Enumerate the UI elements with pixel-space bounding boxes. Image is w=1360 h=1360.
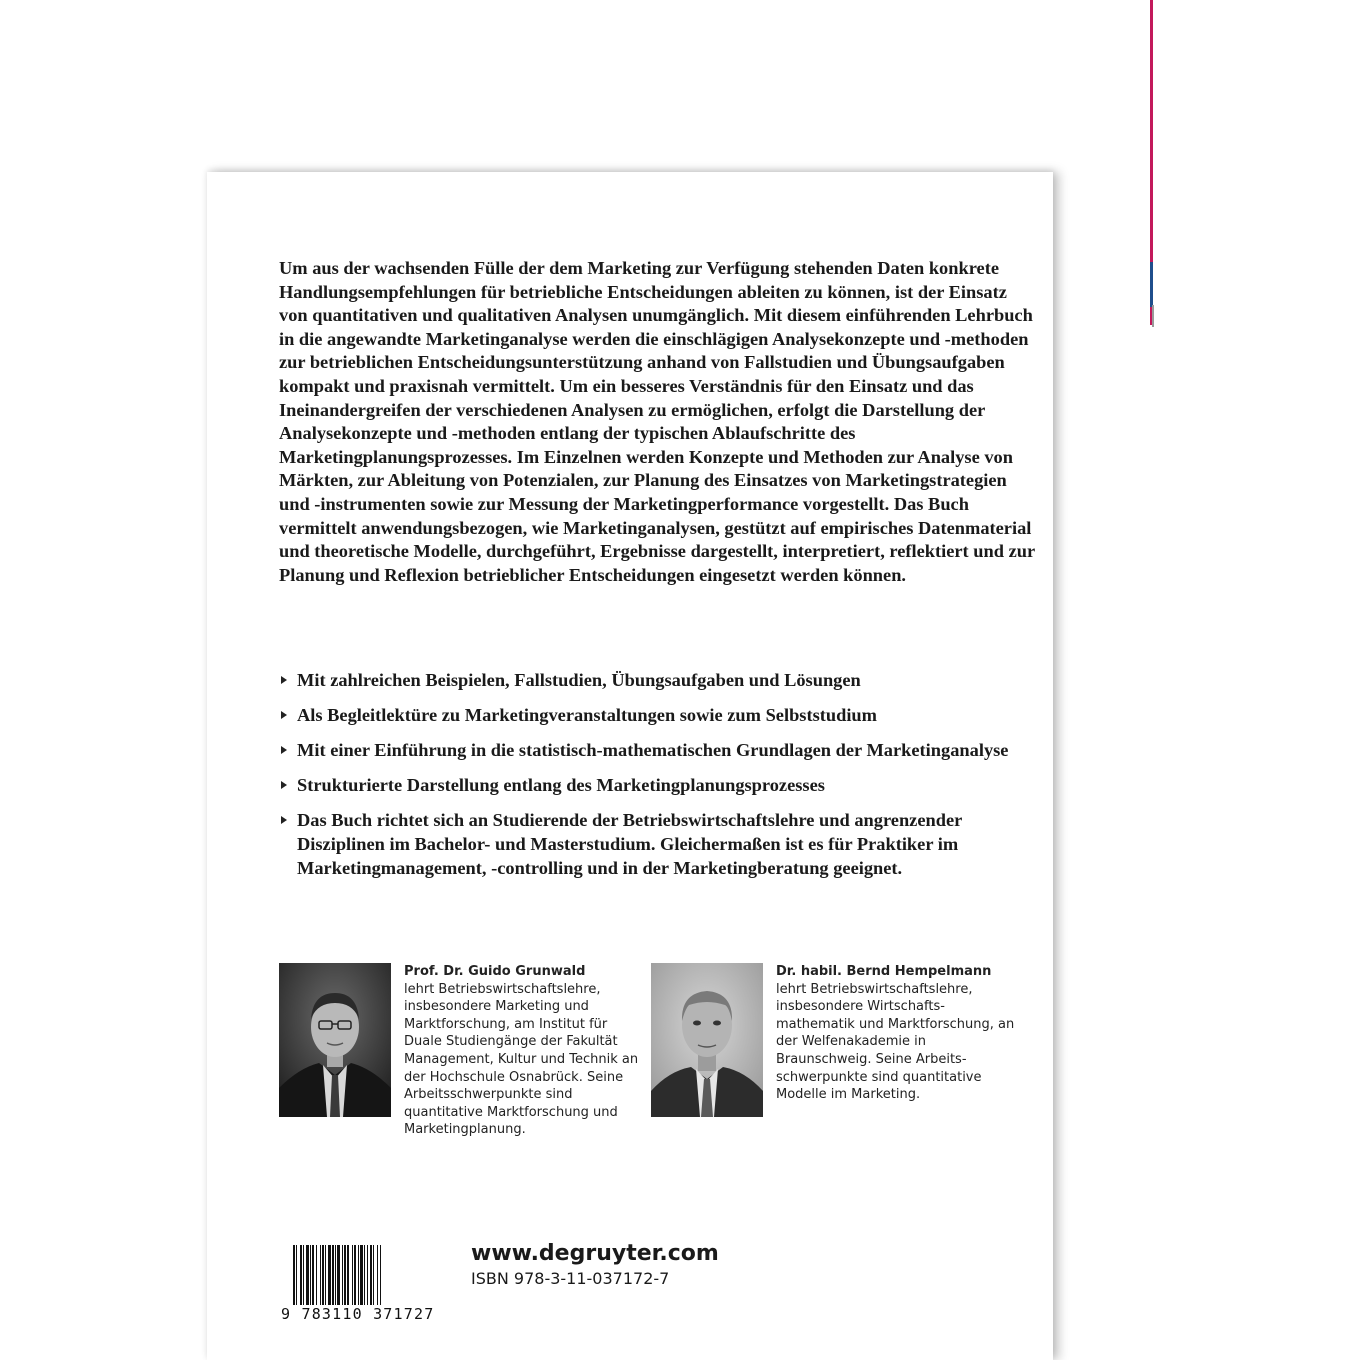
- feature-text: Das Buch richtet sich an Studierende der Betriebswirtschaftslehre und angrenzender Disziplinen im Bachelor- und Masterstudium. Gleichermaßen ist es für Praktiker im Marketingmanagement, -controlling und in der Marketingberatung geeignet.: [297, 810, 962, 878]
- barcode-bar: [306, 1245, 309, 1307]
- feature-item: [279, 773, 1039, 797]
- feature-text: Mit einer Einführung in die statistisch-mathematischen Grundlagen der Marketinganalyse: [297, 740, 1009, 760]
- barcode-bar: [373, 1245, 374, 1307]
- barcode-bar: [352, 1245, 353, 1307]
- barcode-bar: [293, 1245, 295, 1307]
- feature-text: Als Begleitlektüre zu Marketingveranstaltungen sowie zum Selbststudium: [297, 705, 877, 725]
- barcode-bar: [335, 1245, 336, 1307]
- bullet-triangle-icon: [281, 781, 287, 789]
- barcode-bar: [358, 1245, 359, 1307]
- author-name: Prof. Dr. Guido Grunwald: [404, 964, 586, 979]
- author-name: Dr. habil. Bernd Hempelmann: [776, 964, 992, 979]
- author-photo: [279, 963, 391, 1117]
- barcode-bar: [320, 1245, 321, 1307]
- bullet-triangle-icon: [281, 676, 287, 684]
- author-photo: [651, 963, 763, 1117]
- barcode-bar: [344, 1245, 346, 1307]
- book-description: Um aus der wachsenden Fülle der dem Marketing zur Verfügung stehenden Daten konkrete Handlungsempfehlungen für betriebliche Entscheidungen ableiten zu können, ist der Einsatz von quantitativen und qualitativen Analysen unumgänglich. Mit diesem einführenden Lehrbuch in die angewandte Marketinganalyse werden die einschlägigen Analysekonzepte und -methoden zur betrieblichen Entscheidungsunterstützung anhand von Fallstudien und Übungsaufgaben kompakt und praxisnah vermittelt. Um ein besseres Verständnis für den Einsatz und das Ineinandergreifen der verschiedenen Analysen zu ermöglichen, erfolgt die Darstellung der Analysekonzepte und -methoden entlang der typischen Ablaufschritte des Marketingplanungsprozesses. Im Einzelnen werden Konzepte und Methoden zur Analyse von Märkten, zur Ableitung von Potenzialen, zur Planung des Einsatzes von Marketingstrategien und -instrumenten sowie zur Messung der Marketingperformance vorgestellt. Das Buch vermittelt anwendungsbezogen, wie Marketinganalysen, gestützt auf empirisches Datenmaterial und theoretische Modelle, durchgeführt, Ergebnisse dargestellt, interpretiert, reflektiert und zur Planung und Reflexion betrieblicher Entscheidungen eingesetzt werden können.: [279, 258, 1035, 585]
- barcode-bar: [380, 1245, 381, 1307]
- barcode-bar: [370, 1245, 372, 1307]
- author-bio-text: lehrt Betriebswirtschaftslehre, insbesondere Wirtschaftsmathematik und Marktforschung, an der Welfenakademie in Braunschweig. Seine Arbeitsschwerpunkte sind quantitative Modelle im Marketing.: [776, 981, 1015, 1103]
- author-bio: [404, 963, 644, 1139]
- barcode-bar: [364, 1245, 365, 1307]
- author-bio-text: lehrt Betriebswirtschaftslehre, insbesondere Marketing und Marktforschung, am Institut für Duale Studiengänge der Fakultät Management, Kultur und Technik an der Hochschule Osnabrück. Seine Arbeitsschwerpunkte sind quantitative Marktforschung und Marketingplanung.: [404, 981, 639, 1138]
- barcode-bar: [342, 1245, 343, 1307]
- barcode-bar: [322, 1245, 324, 1307]
- barcode-bar: [296, 1245, 297, 1307]
- feature-item: [279, 703, 1039, 727]
- barcode-bar: [360, 1245, 363, 1307]
- barcode-bar: [310, 1245, 311, 1307]
- barcode-bar: [312, 1245, 314, 1307]
- barcode-bar: [332, 1245, 334, 1307]
- feature-item: [279, 738, 1039, 762]
- barcode-bar: [354, 1245, 356, 1307]
- spine-accent-blue: [1150, 262, 1153, 307]
- isbn-text: ISBN 978-3-11-037172-7: [471, 1269, 670, 1288]
- barcode-bar: [347, 1245, 349, 1307]
- publisher-url[interactable]: www.degruyter.com: [471, 1241, 719, 1266]
- spine-accent-gray: [1152, 305, 1154, 327]
- barcode-bar: [367, 1245, 368, 1307]
- feature-text: Mit zahlreichen Beispielen, Fallstudien, Übungsaufgaben und Lösungen: [297, 670, 861, 690]
- feature-item: [279, 808, 1039, 880]
- barcode-bar: [377, 1245, 378, 1307]
- barcode-bar: [316, 1245, 317, 1307]
- barcode-bar: [303, 1245, 304, 1307]
- bullet-triangle-icon: [281, 816, 287, 824]
- isbn-barcode: [281, 1243, 439, 1325]
- barcode-bars: [281, 1243, 439, 1309]
- barcode-number: 9 783110 371727: [281, 1305, 439, 1323]
- bullet-triangle-icon: [281, 746, 287, 754]
- feature-text: Strukturierte Darstellung entlang des Marketingplanungsprozesses: [297, 775, 825, 795]
- barcode-bar: [328, 1245, 331, 1307]
- author-bio: [776, 963, 1016, 1104]
- feature-list: [279, 668, 1039, 891]
- barcode-bar: [325, 1245, 326, 1307]
- barcode-bar: [337, 1245, 340, 1307]
- bullet-triangle-icon: [281, 711, 287, 719]
- barcode-bar: [300, 1245, 302, 1307]
- feature-item: [279, 668, 1039, 692]
